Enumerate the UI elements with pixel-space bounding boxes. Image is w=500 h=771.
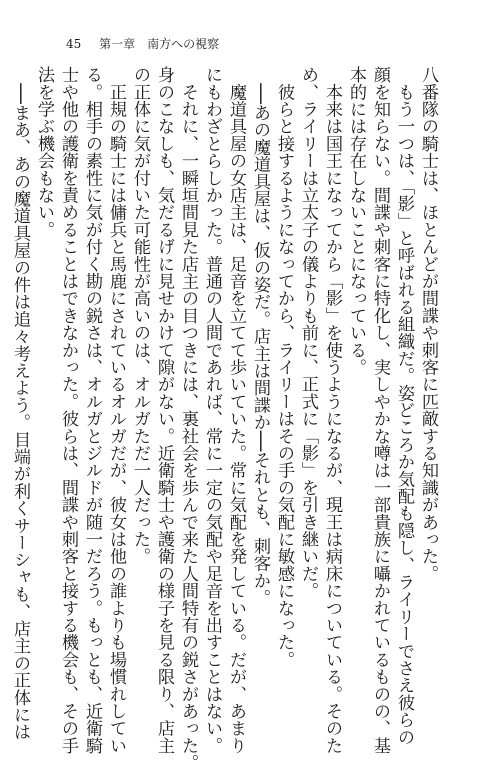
- text-line: 正規の騎士には傭兵と馬鹿にされているオルガだが、彼女は他の誰よりも場慣れしてい: [106, 66, 126, 754]
- text-line: にもわざとらしかった。普通の人間であれば、常に一定の気配や足音を出すことはない。: [202, 66, 222, 754]
- text-line: 身のこなしも、気だるげに見せかけて隙がない。近衛騎士や護衛の様子を見る限り、店主: [154, 66, 174, 754]
- text-line: 八番隊の騎士は、ほとんどが間諜や刺客に匹敵する知識があった。: [418, 66, 438, 582]
- text-line: 彼らと接するようになってから、ライリーはその手の気配に敏感になった。: [274, 66, 294, 668]
- text-line: 士や他の護衛を責めることはできなかった。彼らは、間諜や刺客と接する機会も、その手: [58, 66, 78, 754]
- text-line: それに、一瞬垣間見た店主の目つきには、裏社会を歩んで来た人間特有の鋭さがあった。: [178, 66, 198, 771]
- text-line: る。相手の素性に気が付く勘の鋭さは、オルガとジルドが随一だろう。もっとも、近衛騎: [82, 66, 102, 754]
- text-line: ──あの魔道具屋は、仮の姿だ。店主は間諜か──それとも、刺客か。: [250, 66, 270, 607]
- text-line: ──まあ、あの魔道具屋の件は追々考えよう。目端が利くサーシャも、店主の正体には: [10, 66, 30, 741]
- page-number: 45: [66, 37, 82, 51]
- text-line: め、ライリーは立太子の儀よりも前に、正式に「影」を引き継いだ。: [298, 66, 318, 600]
- text-line: の正体に気が付いた可能性が高いのは、オルガただ一人だった。: [130, 66, 150, 565]
- text-line: 法を学ぶ機会もない。: [34, 66, 54, 238]
- text-line: 本的には存在しないことになっている。: [346, 66, 366, 376]
- vertical-text-body: [10, 66, 440, 771]
- chapter-title: 第一章 南方への視察: [99, 37, 220, 51]
- text-line: 顔を知らない。間諜や刺客に特化し、実しやかな噂は一部貴族に囁かれているものの、基: [370, 66, 390, 754]
- text-line: 魔道具屋の女店主は、足音を立てて歩いていた。常に気配を発している。だが、あまり: [226, 66, 246, 754]
- text-line: もう一つは、「影」と呼ばれる組織だ。姿どころか気配も隠し、ライリーでさえ彼らの: [394, 66, 414, 746]
- text-line: 本来は国王になってから「影」を使うようになるが、現王は病床についている。そのた: [322, 66, 342, 754]
- running-header: [66, 36, 233, 52]
